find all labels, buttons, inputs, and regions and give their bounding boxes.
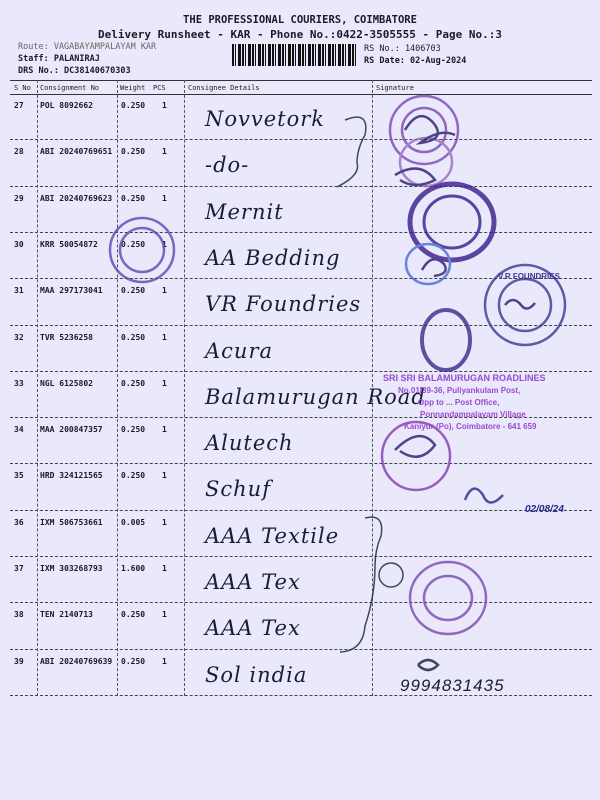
page-subtitle: Delivery Runsheet - KAR - Phone No.:0422-3505555 - Page No.:3 (98, 28, 502, 41)
signature-date: 02/08/24 (525, 504, 564, 515)
row-pcs: 1 (162, 471, 167, 481)
col-signature: Signature (376, 84, 414, 92)
row-consignment: IXM 506753661 (40, 517, 103, 527)
stamp-vr-foundries: V.R FOUNDRIES (498, 272, 560, 281)
stamp-balamurugan-addr2: Opp to ... Post Office, (418, 398, 500, 407)
row-weight: 0.250 (121, 425, 146, 435)
row-consignee: VR Foundries (205, 292, 362, 317)
row-weight: 0.250 (121, 610, 146, 620)
row-pcs: 1 (162, 239, 167, 249)
row-sno: 32 (14, 332, 24, 342)
row-sno: 27 (14, 101, 24, 110)
row-consignment: ABI 20240769651 (40, 147, 113, 157)
stamp-balamurugan-addr4: Kaniyur (Po), Coimbatore - 641 659 (404, 422, 537, 431)
row-pcs: 1 (162, 101, 167, 110)
barcode (232, 44, 358, 66)
col-sno: S No (14, 84, 31, 92)
row-consignment: ABI 20240769639 (40, 656, 113, 666)
row-sno: 36 (14, 517, 24, 527)
row-divider (10, 649, 592, 650)
signature-6 (465, 489, 503, 503)
row-divider (10, 186, 592, 187)
row-consignment: TEN 2140713 (40, 610, 93, 620)
row-consignment: ABI 20240769623 (40, 193, 113, 203)
stamp-6 (422, 310, 470, 370)
row-consignee: Balamurugan Road (205, 384, 426, 409)
signature-3 (422, 259, 446, 276)
row-pcs: 1 (162, 332, 167, 342)
row-consignee: -do- (205, 153, 250, 178)
row-consignment: KRR 50054872 (40, 239, 98, 249)
bracket-row36 (340, 517, 382, 652)
row-consignment: MAA 297173041 (40, 286, 103, 296)
row-divider (10, 510, 592, 511)
staff-label: Staff: PALANIRAJ (18, 54, 100, 64)
stamp-2 (400, 138, 452, 186)
stamp-balamurugan-addr3: Ponnandampalayam Village (420, 410, 526, 419)
row-weight: 0.250 (121, 378, 146, 388)
row-sno: 29 (14, 193, 24, 203)
row-divider (10, 602, 592, 603)
stamp-1 (390, 96, 458, 164)
row-pcs: 1 (162, 147, 167, 157)
row-divider (10, 232, 592, 233)
row-consignment: MAA 200847357 (40, 425, 103, 435)
stamp-9 (410, 562, 486, 634)
bracket-row27 (337, 117, 366, 187)
signature-4 (505, 300, 535, 309)
row-pcs: 1 (162, 378, 167, 388)
row-consignee: Acura (205, 338, 274, 363)
row-consignee: Alutech (205, 431, 294, 456)
row-consignment: POL 8092662 (40, 101, 93, 110)
row-consignee: Mernit (205, 199, 284, 224)
row-pcs: 1 (162, 425, 167, 435)
row-consignment: IXM 303268793 (40, 564, 103, 573)
row-weight: 0.250 (121, 193, 146, 203)
row-consignee: Schuf (205, 477, 271, 502)
row-consignee: Sol india (205, 662, 308, 687)
row-weight: 0.250 (121, 101, 146, 110)
stamp-7 (110, 218, 174, 282)
rs-number: RS No.: 1406703 (364, 44, 441, 54)
row-weight: 0.250 (121, 471, 146, 481)
row-consignee: Novvetork (205, 107, 326, 131)
drs-label: DRS No.: DC38140670303 (18, 66, 131, 76)
handwritten-phone: 9994831435 (400, 676, 505, 695)
stamp-balamurugan-addr1: No.01/39-36, Puliyankulam Post, (398, 386, 521, 395)
row-weight: 0.250 (121, 147, 146, 157)
row-sno: 28 (14, 147, 24, 157)
row-consignee: AAA Textile (205, 523, 340, 548)
col-weight: Weight (120, 84, 146, 92)
row-sno: 39 (14, 656, 24, 666)
row-pcs: 1 (162, 517, 167, 527)
stamp-3 (410, 184, 494, 260)
row-divider (10, 695, 592, 696)
row-consignment: TVR 5236258 (40, 332, 93, 342)
col-pcs: PCS (153, 84, 166, 92)
stamp-8 (382, 422, 450, 490)
row-weight: 0.250 (121, 286, 146, 296)
row-weight: 0.005 (121, 517, 146, 527)
row-sno: 33 (14, 378, 24, 388)
row-divider (10, 556, 592, 557)
rs-date: RS Date: 02-Aug-2024 (364, 56, 467, 66)
row-pcs: 1 (162, 193, 167, 203)
row-weight: 0.250 (121, 656, 146, 666)
signature-7 (418, 660, 438, 670)
row-consignment: HRD 324121565 (40, 471, 103, 481)
row-consignment: NGL 6125802 (40, 378, 93, 388)
stamp-balamurugan-name: SRI SRI BALAMURUGAN ROADLINES (383, 373, 546, 383)
row-divider (10, 139, 592, 140)
row-divider (10, 325, 592, 326)
row-consignee: AA Bedding (205, 245, 341, 270)
row-sno: 37 (14, 564, 24, 573)
row-sno: 38 (14, 610, 24, 620)
row-weight: 1.600 (121, 564, 146, 573)
page-title: THE PROFESSIONAL COURIERS, COIMBATORE (183, 14, 417, 26)
row-sno: 35 (14, 471, 24, 481)
row-pcs: 1 (162, 286, 167, 296)
col-consignee: Consignee Details (188, 84, 260, 92)
row-sno: 34 (14, 425, 24, 435)
row-divider (10, 371, 592, 372)
row-pcs: 1 (162, 610, 167, 620)
col-consignment: Consignment No (40, 84, 100, 92)
row-divider (10, 463, 592, 464)
row-consignee: AAA Tex (205, 570, 301, 594)
row-consignee: AAA Tex (205, 616, 301, 641)
row-weight: 0.250 (121, 332, 146, 342)
row-pcs: 1 (162, 656, 167, 666)
row-sno: 31 (14, 286, 24, 296)
row-pcs: 1 (162, 564, 167, 573)
row-sno: 30 (14, 239, 24, 249)
signature-5 (395, 436, 435, 457)
row-weight: 0.250 (121, 239, 146, 249)
signature-2 (395, 169, 435, 185)
route-label: Route: VAGABAYAMPALAYAM KAR (18, 42, 157, 52)
